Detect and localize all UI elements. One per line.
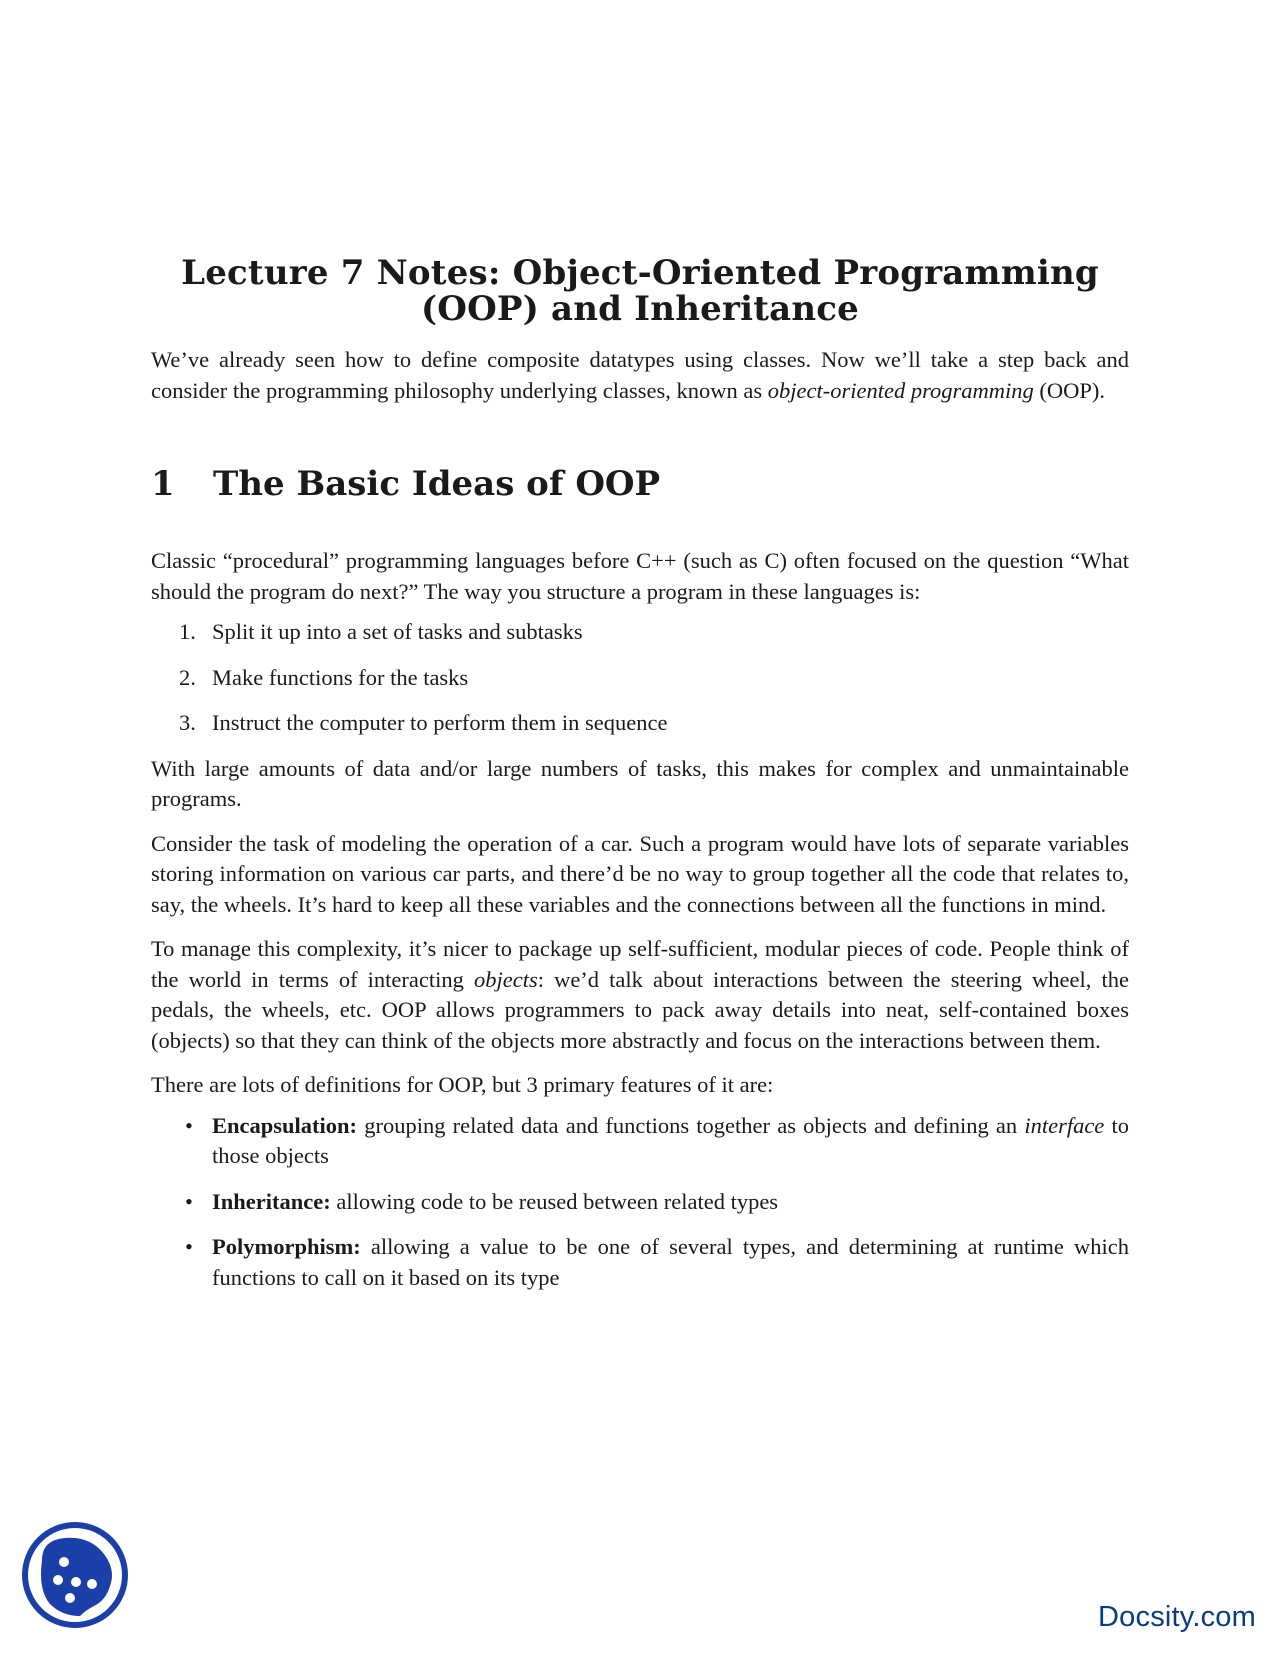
feature-term: Encapsulation: xyxy=(212,1112,358,1138)
list-item xyxy=(151,663,1129,694)
list-item xyxy=(151,708,1129,739)
list-item-text: Make functions for the tasks xyxy=(212,664,469,690)
feature-text: to those objects xyxy=(212,1112,1129,1168)
list-item xyxy=(151,617,1129,648)
objects-emphasis: objects xyxy=(473,966,538,992)
list-item-text: Instruct the computer to perform them in sequence xyxy=(212,710,668,735)
list-marker: 3. xyxy=(179,710,196,735)
intro-text-1: We’ve already seen how to define composite datatypes using classes. Now we’ll take a step back and consider the programming philosophy underlying classes, known as xyxy=(151,347,1129,403)
section-heading xyxy=(151,464,1129,504)
feature-term: Inheritance: xyxy=(212,1188,331,1214)
oop-features-list xyxy=(151,1111,1129,1294)
bullet-marker: • xyxy=(185,1234,193,1259)
docsity-brand-link[interactable]: Docsity.com xyxy=(1098,1601,1256,1633)
procedural-steps-list xyxy=(151,617,1129,739)
feature-emphasis: interface xyxy=(1024,1112,1105,1138)
objects-text-2: : we’d talk about interactions between the steering wheel, the pedals, the wheels, etc. OOP allows programmers to pack away details into neat, self-contained boxes (objects) so that they can think of the objects more abstractly and focus on the interactions between them. xyxy=(151,966,1129,1053)
docsity-logo-icon[interactable] xyxy=(20,1520,130,1630)
list-item-polymorphism xyxy=(151,1232,1129,1293)
objects-paragraph xyxy=(151,934,1129,1056)
section-title: The Basic Ideas of OOP xyxy=(213,464,661,504)
intro-paragraph xyxy=(151,345,1129,406)
car-paragraph: Consider the task of modeling the operation of a car. Such a program would have lots of separate variables storing information on various car parts, and there’d be no way to group together all the code that relates to, say, the wheels. It’s hard to keep all these variables and the connections between all the functions in mind. xyxy=(151,830,1129,917)
list-item-encapsulation xyxy=(151,1111,1129,1172)
feature-text: allowing a value to be one of several types, and determining at runtime which functions to call on it based on its type xyxy=(212,1234,1129,1290)
document-title xyxy=(151,255,1129,327)
title-line-2: (OOP) and Inheritance xyxy=(421,289,859,329)
list-item-inheritance xyxy=(151,1187,1129,1218)
bullet-marker: • xyxy=(185,1188,193,1214)
feature-term: Polymorphism: xyxy=(212,1234,361,1259)
objects-text-1: To manage this complexity, it’s nicer to package up self-sufficient, modular pieces of code. People think of the world in terms of interacting xyxy=(151,936,1129,992)
feature-text: allowing code to be reused between related types xyxy=(330,1188,779,1214)
list-item-text: Split it up into a set of tasks and subtasks xyxy=(212,619,583,644)
complexity-paragraph: With large amounts of data and/or large numbers of tasks, this makes for complex and unmaintainable programs. xyxy=(151,755,1129,811)
intro-emphasis: object-oriented programming xyxy=(767,377,1034,403)
intro-text-2: (OOP). xyxy=(1033,377,1106,403)
title-line-1: Lecture 7 Notes: Object-Oriented Programming xyxy=(181,253,1099,293)
list-marker: 1. xyxy=(179,619,196,644)
bullet-marker: • xyxy=(185,1112,193,1138)
document-content xyxy=(151,255,1129,1308)
procedural-paragraph: Classic “procedural” programming languages before C++ (such as C) often focused on the question “What should the program do next?” The way you structure a program in these languages is: xyxy=(151,548,1129,604)
section-number: 1 xyxy=(151,464,175,504)
feature-text: grouping related data and functions together as objects and defining an xyxy=(357,1112,1025,1138)
definitions-paragraph: There are lots of definitions for OOP, but 3 primary features of it are: xyxy=(151,1072,774,1097)
list-marker: 2. xyxy=(179,664,196,690)
